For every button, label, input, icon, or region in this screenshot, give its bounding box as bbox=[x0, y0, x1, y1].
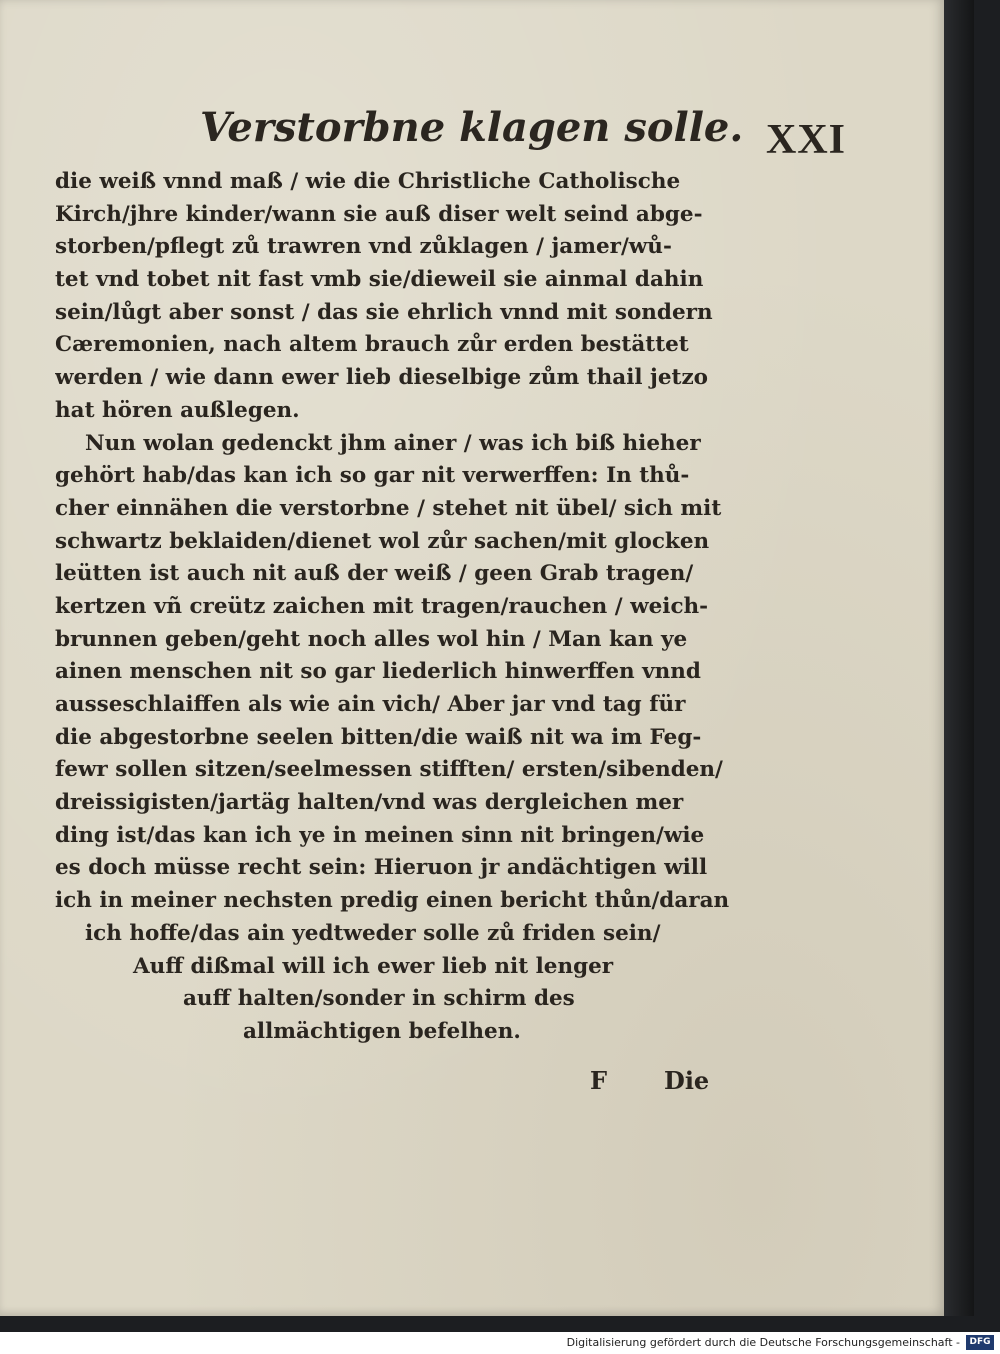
text-line: sein/lůgt aber sonst / das sie ehrlich vnnd mit sondern bbox=[55, 299, 713, 325]
text-line: cher einnähen die verstorbne / stehet nit übel/ sich mit bbox=[55, 495, 722, 521]
funnel-line: allmächtigen befelhen. bbox=[243, 1018, 521, 1044]
paragraph-start-line: Nun wolan gedenckt jhm ainer / was ich biß hieher bbox=[85, 430, 701, 456]
body-text bbox=[55, 166, 745, 1049]
text-line: ausseschlaiffen als wie ain vich/ Aber jar vnd tag für bbox=[55, 692, 686, 717]
page-footer bbox=[0, 1064, 944, 1104]
text-line: die abgestorbne seelen bitten/die waiß nit wa im Feg- bbox=[55, 724, 702, 750]
text-line: es doch müsse recht sein: Hieruon jr andächtigen will bbox=[55, 855, 708, 881]
text-line: leütten ist auch nit auß der weiß / geen Grab tragen/ bbox=[55, 561, 694, 587]
text-line: kertzen vñ creütz zaichen mit tragen/rauchen / weich- bbox=[55, 593, 709, 619]
dfg-logo: DFG bbox=[966, 1335, 994, 1350]
running-head: Verstorbne klagen solle. bbox=[200, 104, 744, 151]
text-line: tet vnd tobet nit fast vmb sie/dieweil sie ainmal dahin bbox=[55, 267, 704, 293]
text-line: die weiß vnnd maß / wie die Christliche Catholische bbox=[55, 169, 681, 194]
funnel-line: Auff dißmal will ich ewer lieb nit lenger bbox=[133, 953, 614, 979]
text-line: Kirch/jhre kinder/wann sie auß diser welt seind abge- bbox=[55, 201, 703, 227]
page-edge-shadow bbox=[944, 0, 974, 1316]
catchword: Die bbox=[664, 1066, 710, 1095]
signature-mark: F bbox=[590, 1066, 608, 1095]
text-line: gehört hab/das kan ich so gar nit verwerffen: In thů- bbox=[55, 463, 690, 489]
text-line: ich in meiner nechsten predig einen bericht thůn/daran bbox=[55, 888, 730, 914]
funnel-line: ich hoffe/das ain yedtweder solle zů friden sein/ bbox=[85, 920, 661, 946]
text-line: ding ist/das kan ich ye in meinen sinn nit bringen/wie bbox=[55, 822, 705, 848]
credit-bar bbox=[0, 1332, 1000, 1354]
text-line: werden / wie dann ewer lieb dieselbige zům thail jetzo bbox=[55, 365, 708, 391]
text-line: storben/pflegt zů trawren vnd zůklagen / jamer/wů- bbox=[55, 234, 672, 260]
text-line: ainen menschen nit so gar liederlich hinwerffen vnnd bbox=[55, 659, 701, 685]
funnel-line: auff halten/sonder in schirm des bbox=[183, 986, 575, 1012]
credit-text: Digitalisierung gefördert durch die Deutsche Forschungsgemeinschaft - bbox=[566, 1336, 960, 1349]
folio-number: XXI bbox=[766, 117, 847, 163]
text-line: Cæremonien, nach altem brauch zůr erden bestättet bbox=[55, 332, 689, 358]
text-line: schwartz beklaiden/dienet wol zůr sachen/mit glocken bbox=[55, 528, 710, 554]
text-line: dreissigisten/jartäg halten/vnd was dergleichen mer bbox=[55, 790, 684, 816]
text-line: fewr sollen sitzen/seelmessen stifften/ ersten/sibenden/ bbox=[55, 757, 723, 783]
text-line: hat hören außlegen. bbox=[55, 397, 300, 423]
text-line: brunnen geben/geht noch alles wol hin / Man kan ye bbox=[55, 626, 688, 652]
